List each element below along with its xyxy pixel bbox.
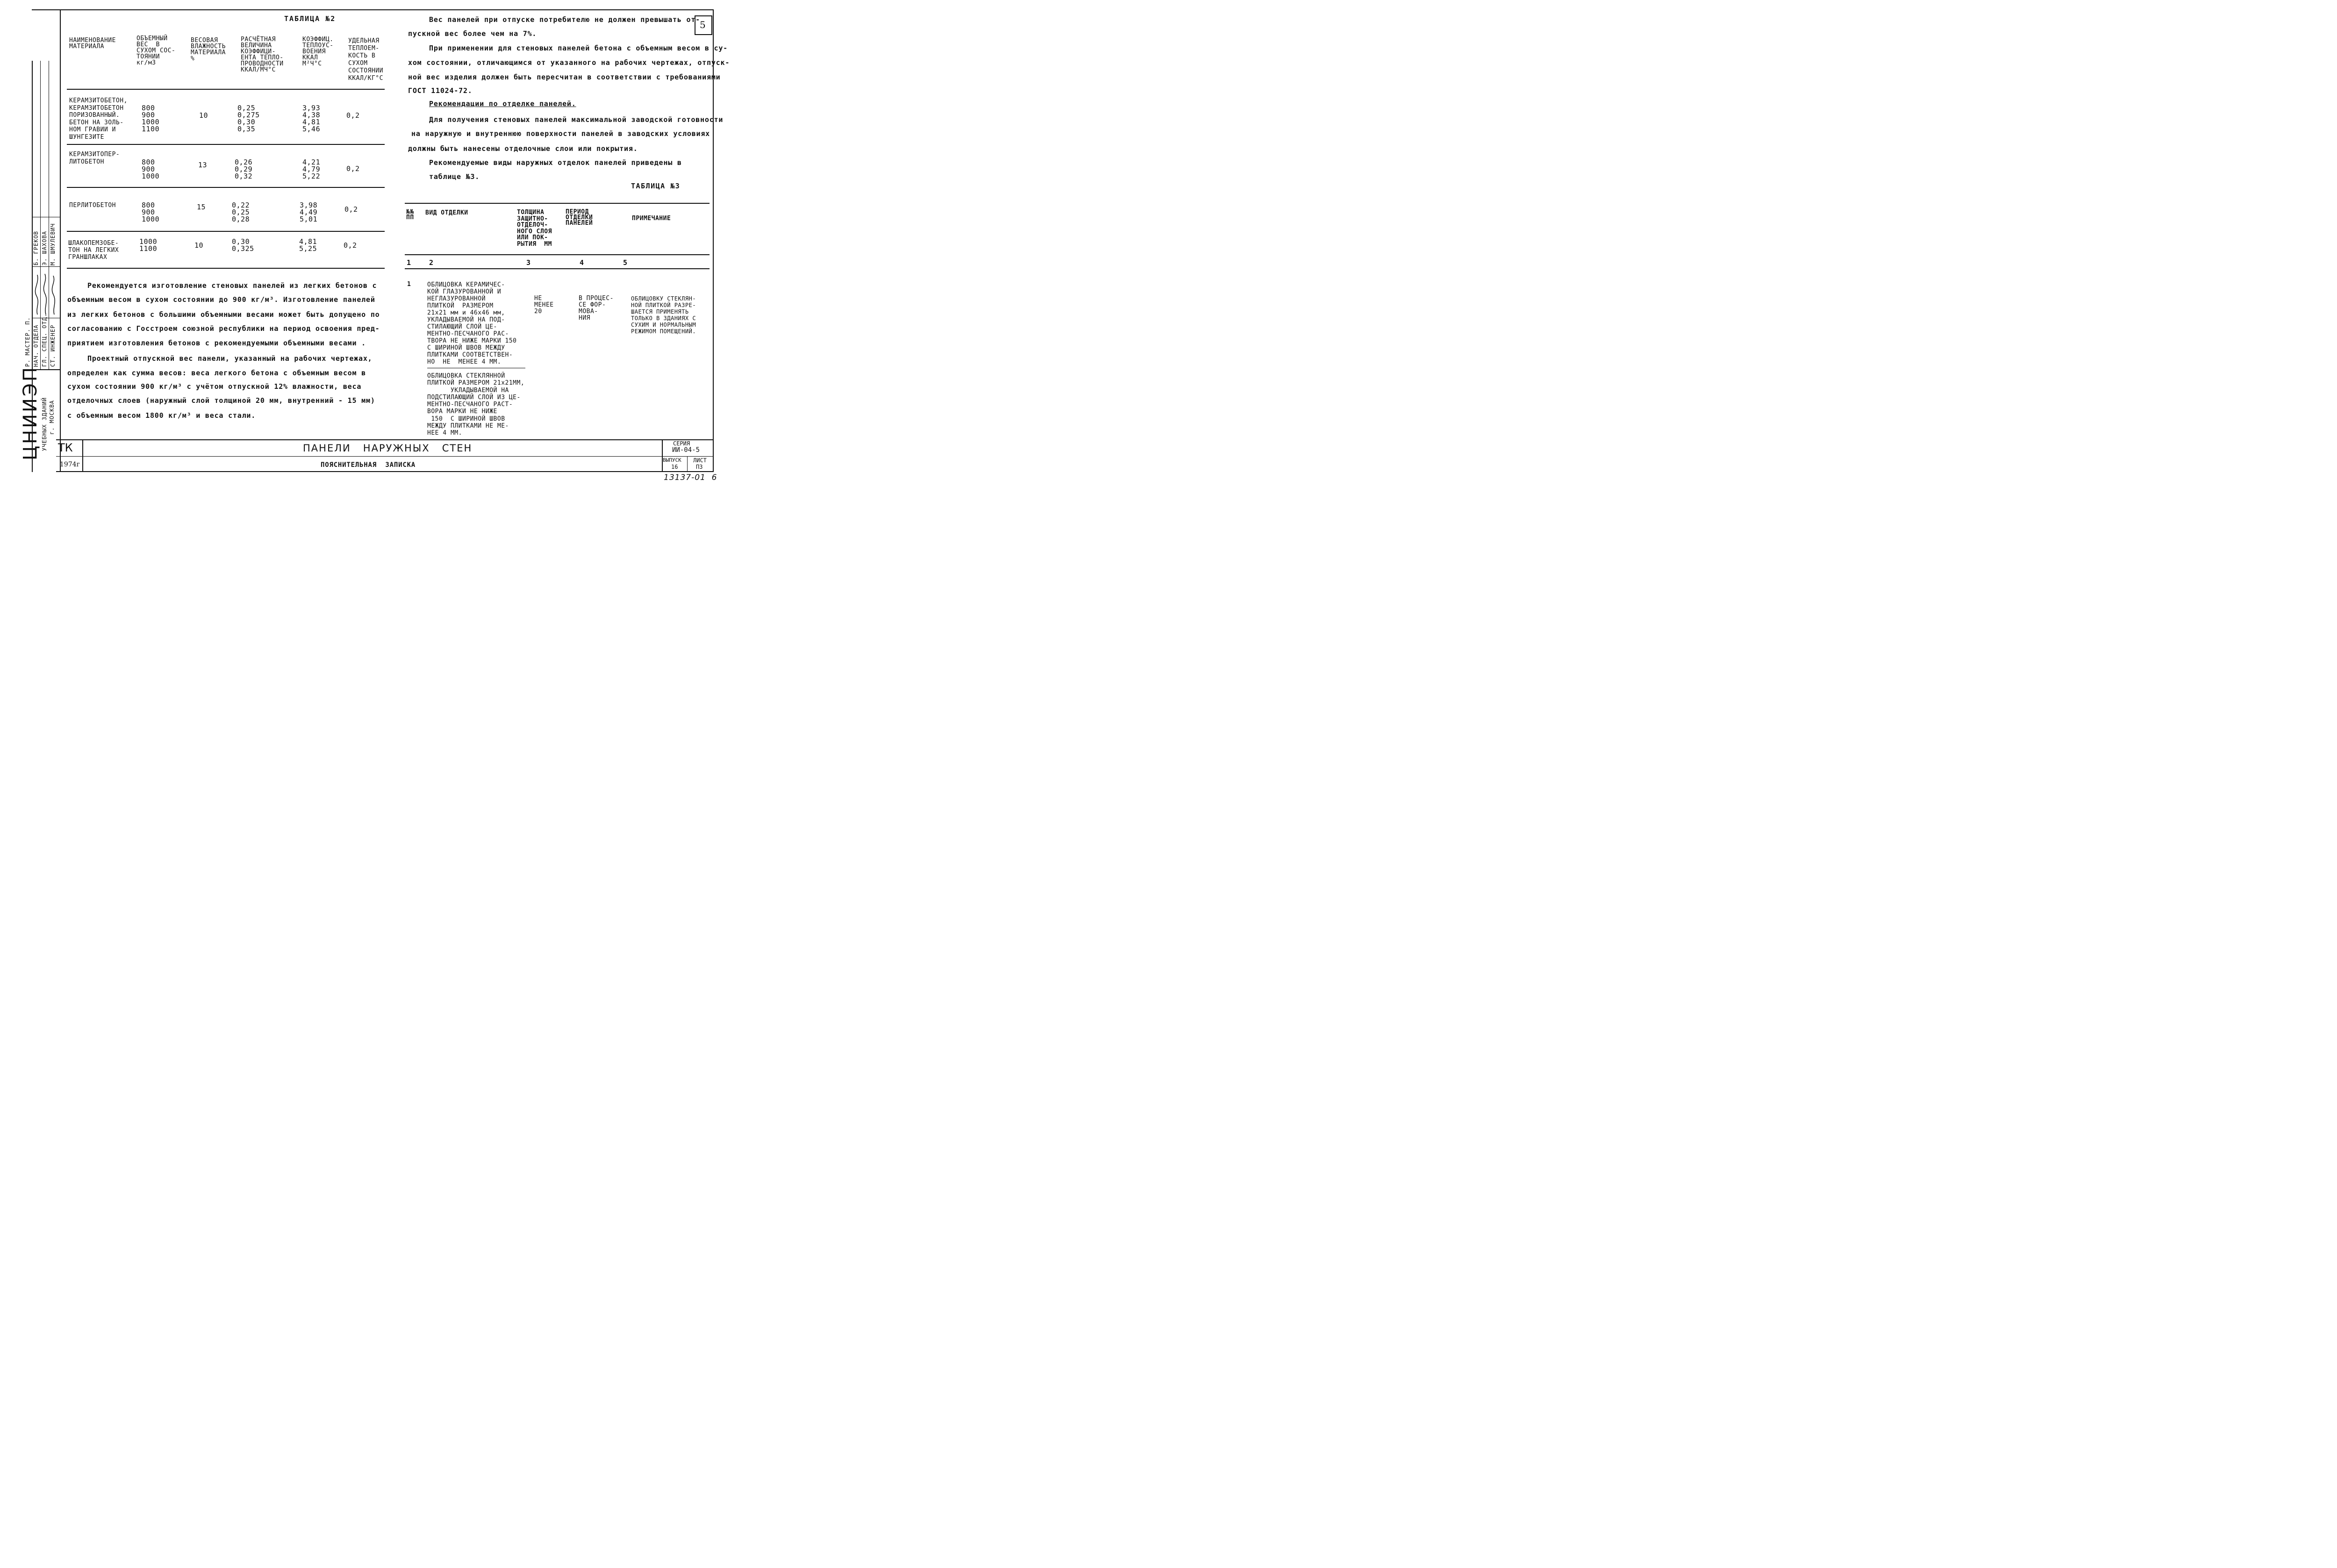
- t3-row1-period: В ПРОЦЕС- СЕ ФОР- МОВА- НИЯ: [579, 295, 614, 322]
- org-logo: ЦНИИЭП: [20, 365, 41, 460]
- t2-header-assimilation: КОЭФФИЦ. ТЕПЛОУС- ВОЕНИЯ ККАЛ М²Ч°С: [302, 36, 334, 67]
- right-para-line: Рекомендуемые виды наружных отделок панелей приведены в: [429, 158, 682, 167]
- t2-row2-humidity: 13: [198, 161, 208, 169]
- t3-rule-header: [405, 254, 710, 255]
- t2-row4-humidity: 10: [194, 241, 204, 250]
- tb-issue-label: ВЫПУСК: [663, 457, 681, 463]
- t2-rule-row1: [67, 144, 385, 145]
- left-para-line: согласованию с Госстроем союзной республики на период освоения пред-: [67, 324, 380, 333]
- left-para-line: Проектный отпускной вес панели, указанный на рабочих чертежах,: [87, 354, 373, 363]
- titleblock-mid: [56, 456, 714, 457]
- t3-row1-finish-b: ОБЛИЦОВКА СТЕКЛЯННОЙ ПЛИТКОЙ РАЗМЕРОМ 21х21ММ, УКЛАДЫВАЕМОЙ НА ПОДСТИЛАЮЩИЙ СЛОЙ ИЗ ЦЕ- МЕНТНО-ПЕСЧАНОГО РАСТ- ВОРА МАРКИ НЕ НИЖЕ 150 С ШИРИНОЙ ШВОВ МЕЖДУ ПЛИТКАМИ НЕ МЕ- НЕЕ 4 ММ.: [427, 372, 525, 437]
- left-para-line: отделочных слоев (наружный слой толщиной 20 мм, внутренний - 15 мм): [67, 396, 375, 405]
- stamp-name-1: М. ШМУЛЕВИЧ: [50, 223, 56, 265]
- t2-row4-conductivity: 0,30 0,325: [232, 237, 254, 253]
- t2-row1-conductivity: 0,25 0,275 0,30 0,35: [237, 104, 260, 133]
- stamp-col-1: [40, 61, 41, 369]
- tb-sheet-value: П3: [696, 464, 703, 470]
- titleblock-top: [56, 439, 714, 440]
- t2-row1-assimilation: 3,93 4,38 4,81 5,46: [302, 104, 321, 133]
- right-para-line: таблице №3.: [429, 172, 480, 181]
- t2-row1-heat: 0,2: [346, 111, 360, 120]
- t3-row1-finish-a: ОБЛИЦОВКА КЕРАМИЧЕС- КОЙ ГЛАЗУРОВАННОЙ И НЕГЛАЗУРОВАННОЙ ПЛИТКОЙ РАЗМЕРОМ 21х21 мм и 46х46 мм, УКЛАДЫВАЕМОЙ НА ПОД- СТИЛАЮЩИЙ СЛОЙ ЦЕ- МЕНТНО-ПЕСЧАНОГО РАС- ТВОРА НЕ НИЖЕ МАРКИ 150 С ШИРИНОЙ ШВОВ МЕЖДУ ПЛИТКАМИ СООТВЕТСТВЕН- НО НЕ МЕНЕЕ 4 ММ.: [427, 281, 517, 365]
- t2-header-heat: УДЕЛЬНАЯ ТЕПЛОЕМ- КОСТЬ В СУХОМ СОСТОЯНИИ ККАЛ/КГ°С: [348, 37, 383, 82]
- t3-row1-note: ОБЛИЦОВКУ СТЕКЛЯН- НОЙ ПЛИТКОЙ РАЗРЕ- ШАЕТСЯ ПРИМЕНЯТЬ ТОЛЬКО В ЗДАНИЯХ С СУХИМ И НОРМАЛЬНЫМ РЕЖИМОМ ПОМЕЩЕНИЙ.: [631, 295, 696, 335]
- left-para-line: из легких бетонов с большими объемными весами может быть допущено по: [67, 310, 380, 319]
- t2-row4-material: ШЛАКОПЕМЗОБЕ- ТОН НА ЛЕГКИХ ГРАНШЛАКАХ: [68, 240, 119, 261]
- tb-series-value: ИИ-04-5: [672, 446, 700, 454]
- t2-header-density: ОБЪЕМНЫЙ ВЕС В СУХОМ СОС- ТОЯНИИ кг/м3: [136, 35, 176, 66]
- t2-rule-row2: [67, 187, 385, 188]
- left-para-line: Рекомендуется изготовление стеновых панелей из легких бетонов с: [87, 281, 377, 290]
- t2-header-humidity: ВЕСОВАЯ ВЛАЖНОСТЬ МАТЕРИАЛА %: [191, 37, 226, 62]
- tb-series-label: СЕРИЯ: [673, 440, 690, 447]
- t3-row1-thickness: НЕ МЕНЕЕ 20: [534, 295, 554, 315]
- titleblock-div-left: [82, 439, 83, 472]
- sheet-number: 5: [700, 19, 706, 30]
- t3-header-num: №№ ПП: [406, 208, 414, 221]
- t2-row3-material: ПЕРЛИТОБЕТОН: [69, 202, 116, 209]
- titleblock-bottom: [56, 471, 714, 472]
- t2-row1-density: 800 900 1000 1100: [142, 104, 160, 133]
- stamp-signatures: [32, 270, 60, 317]
- t3-colnum-1: 1: [407, 258, 411, 267]
- left-para-line: приятием изготовления бетонов с рекомендуемыми объемными весами .: [67, 339, 366, 347]
- t2-rule-header: [67, 89, 385, 90]
- tb-title: ПАНЕЛИ НАРУЖНЫХ СТЕН: [303, 443, 473, 454]
- t2-row1-humidity: 10: [199, 111, 208, 120]
- tb-issue-value: 16: [671, 464, 678, 470]
- org-sub-2: г. МОСКВА: [49, 400, 55, 435]
- t2-row4-heat: 0,2: [344, 241, 357, 250]
- stamp-row-2: [32, 266, 60, 267]
- t2-row3-assimilation: 3,98 4,49 5,01: [300, 201, 318, 223]
- right-para-line: на наружную и внутреннюю поверхности панелей в заводских условиях: [411, 129, 710, 138]
- left-para-line: сухом состоянии 900 кг/м³ с учётом отпускной 12% влажности, веса: [67, 382, 362, 391]
- table2-title: ТАБЛИЦА №2: [284, 14, 336, 23]
- t3-header-note: ПРИМЕЧАНИЕ: [632, 215, 671, 222]
- t3-colnum-4: 4: [580, 258, 584, 267]
- t2-row2-density: 800 900 1000: [142, 158, 160, 180]
- t2-row2-material: КЕРАМЗИТОПЕР- ЛИТОБЕТОН: [69, 151, 120, 165]
- stamp-role-chief: ГЛ. СПЕЦ. ОТД.: [41, 313, 48, 367]
- t3-colnum-2: 2: [429, 258, 434, 267]
- t2-row2-heat: 0,2: [346, 165, 360, 173]
- stamp-role-head: НАЧ. ОТДЕЛА: [33, 324, 39, 367]
- right-para-line: хом состоянии, отличающимся от указанного на рабочих чертежах, отпуск-: [408, 58, 730, 67]
- right-para-line: При применении для стеновых панелей бетона с объемным весом в су-: [429, 44, 728, 52]
- titleblock-div-sheet: [687, 456, 688, 472]
- right-para-line: ГОСТ 11024-72.: [408, 86, 473, 95]
- left-para-line: с объемным весом 1800 кг/м³ и веса стали.: [67, 411, 256, 420]
- frame-left: [60, 9, 61, 472]
- right-para-line: должны быть нанесены отделочные слои или покрытия.: [408, 144, 638, 153]
- t3-colnum-5: 5: [623, 258, 628, 267]
- t2-row3-humidity: 15: [197, 203, 206, 211]
- right-para-line: Вес панелей при отпуске потребителю не должен превышать от-: [429, 15, 701, 24]
- t2-row3-density: 800 900 1000: [142, 201, 160, 223]
- t2-row2-assimilation: 4,21 4,79 5,22: [302, 158, 321, 180]
- t3-header-finish: ВИД ОТДЕЛКИ: [425, 209, 468, 216]
- titleblock-div-right: [662, 439, 663, 472]
- t2-row2-conductivity: 0,26 0,29 0,32: [235, 158, 253, 180]
- right-para-line: Для получения стеновых панелей максимальной заводской готовности: [429, 115, 724, 124]
- finishing-heading: Рекомендации по отделке панелей.: [429, 100, 576, 108]
- tb-code: ТК: [58, 441, 73, 454]
- tb-year: 1974г: [60, 461, 80, 468]
- left-para-line: определен как сумма весов: веса легкого бетона с объемным весом в: [67, 369, 366, 377]
- frame-top: [32, 9, 713, 10]
- tb-sheet-label: ЛИСТ: [693, 457, 707, 464]
- stamp-role-engineer: СТ. ИНЖЕНЕР: [50, 324, 56, 367]
- t2-header-conductivity: РАСЧЁТНАЯ ВЕЛИЧИНА КОЭФФИЦИ- ЕНТА ТЕПЛО- ПРОВОДНОСТИ ККАЛ/МЧ°С: [241, 36, 284, 73]
- stamp-role-master: Р. МАСТЕР. П.: [24, 317, 31, 367]
- right-para-line: пускной вес более чем на 7%.: [408, 29, 537, 38]
- t2-rule-row3: [67, 231, 385, 232]
- t3-header-period: ПЕРИОД ОТДЕЛКИ ПАНЕЛЕЙ: [566, 208, 593, 227]
- stamp-name-2: Э. ШАХОВА: [41, 230, 48, 265]
- t2-rule-bottom: [67, 268, 385, 269]
- t3-rule-top: [405, 203, 710, 204]
- t2-row3-heat: 0,2: [344, 205, 358, 214]
- tb-subtitle: ПОЯСНИТЕЛЬНАЯ ЗАПИСКА: [321, 461, 416, 469]
- stamp-name-3: Б. ГРЕКОВ: [33, 230, 39, 265]
- archive-number: 13137-01 6: [664, 473, 717, 482]
- t2-row1-material: КЕРАМЗИТОБЕТОН, КЕРАМЗИТОБЕТОН ПОРИЗОВАННЫЙ. БЕТОН НА ЗОЛЬ- НОМ ГРАВИИ И ШУНГЕЗИТЕ: [69, 97, 128, 141]
- t2-row4-assimilation: 4,81 5,25: [299, 237, 317, 253]
- org-sub-1: УЧЕБНЫХ ЗДАНИЙ: [41, 397, 48, 451]
- t2-row4-density: 1000 1100: [139, 237, 158, 253]
- t3-colnum-3: 3: [526, 258, 531, 267]
- right-para-line: ной вес изделия должен быть пересчитан в соответствии с требованиями: [408, 73, 721, 81]
- table3-title: ТАБЛИЦА №3: [631, 182, 681, 190]
- left-para-line: объемным весом в сухом состоянии до 900 кг/м³. Изготовление панелей: [67, 295, 375, 304]
- t3-header-thickness: ТОЛЩИНА ЗАЩИТНО- ОТДЕЛОЧ- НОГО СЛОЯ ИЛИ ПОК- РЫТИЯ ММ: [517, 209, 552, 248]
- t2-row3-conductivity: 0,22 0,25 0,28: [232, 201, 250, 223]
- t3-row1-num: 1: [407, 281, 411, 288]
- t3-rule-colnums: [405, 268, 710, 269]
- t2-header-material: НАИМЕНОВАНИЕ МАТЕРИАЛА: [69, 37, 116, 50]
